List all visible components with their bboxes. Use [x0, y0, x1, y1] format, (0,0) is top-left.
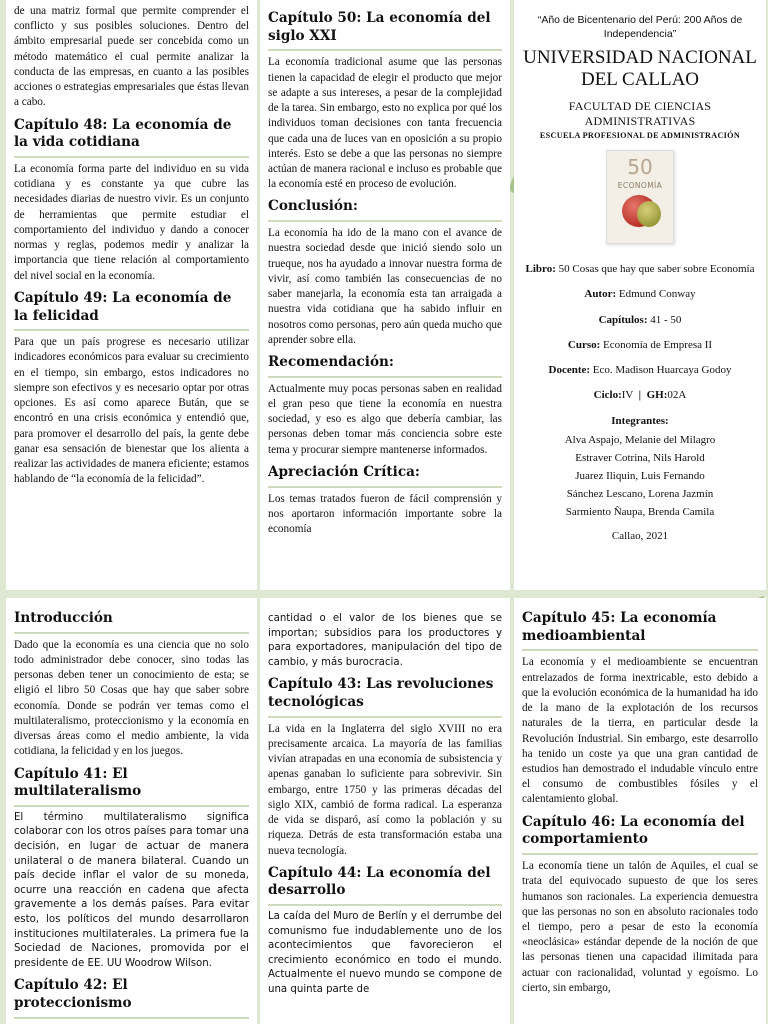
chapter-48-text: La economía forma parte del individuo en su vida cotidiana y es constante ya que cubre las necesidades diarias de nuestro vivir. Es un conjunto de herramientas que permite estudiar el comportamiento del individuo y dando a conocer normas y reglas, podemos medir y analizar la importancia que tiene relación al comportamiento del nivel social en la economía.	[14, 162, 249, 282]
place-date: Callao, 2021	[611, 530, 669, 543]
member-name: Estraver Cotrina, Nils Harold	[575, 452, 705, 465]
member-name: Sánchez Lescano, Lorena Jazmín	[566, 488, 714, 501]
faculty-name: FACULTAD DE CIENCIAS ADMINISTRATIVAS	[568, 98, 712, 128]
recommendation-title: Recomendación:	[268, 354, 502, 378]
chapter-46-text: La economía tiene un talón de Aquiles, el cual se trata del equivocado supuesto de que los seres humanos son racionales. La experiencia demuestra que las personas no son en absoluto racionales todo el tiempo, pero a pesar de esto la economía «neoclásica» estándar depende de la noción de que las personas tienen una capacidad ilimitada para actuar con racionalidad, voluntad y egoísmo. Lo cierto, sin embargo,	[522, 860, 758, 994]
chapter-43-title: Capítulo 43: Las revoluciones tecnológicas	[268, 676, 502, 717]
critical-appreciation-text: Los temas tratados fueron de fácil comprensión y nos aportaron información importante sobre la economía	[268, 492, 502, 535]
chapter-43-text: La vida en la Inglaterra del siglo XVIII no era precisamente arcaica. La mayoría de las familias vivían atrapadas en una economía de subsistencia y apenas ganaban lo suficiente para sobrevivir. Sin embargo, entre 1750 y las primeras décadas del siglo XIX, cambió de forma radical. La esperanza de vida se disparó, así como la población y su riqueza. Detrás de esta transformación estaba una nueva tecnología.	[268, 722, 502, 857]
introduction-text: Dado que la economía es una ciencia que no solo todo administrador debe conocer, sino todas las personas deben tener un conocimiento de esta; se eligió el libro 50 Cosas que hay que saber sobre economía. Donde se podrán ver temas como el multilateralismo, proteccionismo y la economía en diversas áreas como el medio ambiente, la vida cotidiana, la felicidad y en los juegos.	[14, 638, 249, 758]
panel-chapters-48-49	[6, 0, 257, 590]
bicentennial-quote: “Año de Bicentenario del Perú: 200 Años de Independencia”	[537, 14, 743, 40]
member-name: Alva Aspajo, Melanie del Milagro	[564, 434, 716, 447]
panel-chapters-43-44	[260, 598, 510, 1024]
panel-chapters-45-46	[514, 598, 766, 1024]
book-cover-image	[606, 150, 674, 244]
book-number: 50	[627, 154, 653, 179]
school-name: ESCUELA PROFESIONAL DE ADMINISTRACIÓN	[539, 130, 741, 140]
chapter-44-title: Capítulo 44: La economía del desarrollo	[268, 865, 502, 906]
panel-intro-chapter-41	[6, 598, 257, 1024]
conclusion-title: Conclusión:	[268, 198, 502, 222]
critical-appreciation-title: Apreciación Crítica:	[268, 464, 502, 488]
chapter-50-text: La economía tradicional asume que las personas tienen la capacidad de elegir el producto que mejor se adapte a sus intereses, a pesar de la complejidad de la tarea. Sin embargo, esto no explica por qué los individuos toman decisiones con tanta frecuencia que cada una de luces van en oposición a su propio interés. Esto se debe a que las personas no siempre actúan de manera racional e incluso es probable que la economía esté en proceso de evolución.	[268, 56, 502, 191]
cover-panel	[514, 0, 766, 590]
members-label: Integrantes:	[611, 414, 669, 427]
book-info: Libro: 50 Cosas que hay que saber sobre Economía	[525, 262, 755, 275]
chapter-45-text: La economía y el medioambiente se encuentran entrelazados de forma inextricable, esto debido a que la evolución económica de la humanidad ha ido de la mano de la explotación de los recursos naturales de la tierra, en particular desde la Revolución Industrial. Sin embargo, este desarrollo ha tenido un coste ya que una gran cantidad de estudios han demostrado el indudable vínculo entre el consumo de combustibles fósiles y el calentamiento global.	[522, 656, 758, 806]
chapter-49-text: Para que un país progrese es necesario utilizar indicadores económicos para evaluar su crecimiento en el tiempo, sin embargo, estos indicadores no siempre son efectivos y es necesario optar por otras opciones. Es así como aparece Bután, que se encontró en una crisis económica y entendió que, para promover el desarrollo del país, la gente debe ganar esa sensación de bienestar que los alienta a realizar las actividades de manera eficiente; estamos hablando de “la economía de la felicidad”.	[14, 336, 249, 486]
introduction-title: Introducción	[14, 610, 249, 634]
author-info: Autor: Edmund Conway	[584, 288, 696, 301]
cycle-group-info: Ciclo:IV | GH:02A	[593, 389, 687, 402]
panel-chapter-50-conclusion	[260, 0, 510, 590]
chapter-45-title: Capítulo 45: La economía medioambiental	[522, 610, 758, 651]
chapter-46-title: Capítulo 46: La economía del comportamiento	[522, 814, 758, 855]
member-name: Juarez Iliquin, Luis Fernando	[575, 470, 705, 483]
chapter-49-title: Capítulo 49: La economía de la felicidad	[14, 290, 249, 331]
book-cover-title: ECONOMÍA	[617, 180, 663, 190]
chapters-info: Capítulos: 41 - 50	[598, 313, 682, 326]
member-name: Sarmiento Ñaupa, Brenda Camila	[565, 506, 715, 519]
chapter-42-continuation-text: cantidad o el valor de los bienes que se importan; subsidios para los productores y para exportadores, manipulación del tipo de cambio, y más burocracia.	[268, 613, 502, 668]
chapter-42-title: Capítulo 42: El proteccionismo	[14, 977, 249, 1018]
chapter-41-title: Capítulo 41: El multilateralismo	[14, 766, 249, 807]
chapter-41-text: El término multilateralismo significa colaborar con los otros países para tomar una decisión, en lugar de actuar de manera unilateral o de manera bilateral. Cuando un país decide inflar el valor de su moneda, ocurre una reacción en cadena que afecta gravemente a los demás países. Para evitar esto, los políticos del mundo desarrollaron instituciones multilaterales. La primera fue la Sociedad de Naciones, promovida por el presidente de EE. UU Woodrow Wilson.	[14, 811, 249, 969]
recommendation-text: Actualmente muy pocas personas saben en realidad el gran peso que tiene la economía en nuestra sociedad, y eso es algo que debería cambiar, las personas deben tomar más conciencia sobre este tema y procurar siempre mantenerse informados.	[268, 382, 502, 456]
chapter-50-title: Capítulo 50: La economía del siglo XXI	[268, 10, 502, 51]
conclusion-text: La economía ha ido de la mano con el avance de nuestra sociedad desde que inició siendo solo un trueque, nos ha ayudado a innovar nuestra forma de vivir, así como también las consecuencias de no saber manejarla, la economía esta tan arraigada a nuestra vida cotidiana que ha sabido influir en nosotros como personas, pero aún queda mucho que aprender sobre ella.	[268, 227, 502, 346]
course-info: Curso: Economía de Empresa II	[567, 338, 713, 351]
intro-continuation-text: de una matriz formal que permite comprender el conflicto y sus posibles soluciones. Dentro del ámbito empresarial puede ser concebida como un método matemático el cual permite analizar la conducta de las empresas, en cuanto a las posibles acciones o estrategias empresariales que éstas llevan a cabo.	[14, 5, 249, 109]
chapter-48-title: Capítulo 48: La economía de la vida cotidiana	[14, 117, 249, 158]
university-name: UNIVERSIDAD NACIONAL DEL CALLAO	[523, 47, 757, 91]
teacher-info: Docente: Eco. Madison Huarcaya Godoy	[548, 364, 732, 377]
chapter-44-text: La caída del Muro de Berlín y el derrumbe del comunismo fue indudablemente uno de los acontecimientos que favorecieron el crecimiento económico en todo el mundo. Actualmente el nuevo mundo se compone de una quinta parte de	[268, 911, 502, 995]
apple-illustration	[637, 201, 661, 227]
